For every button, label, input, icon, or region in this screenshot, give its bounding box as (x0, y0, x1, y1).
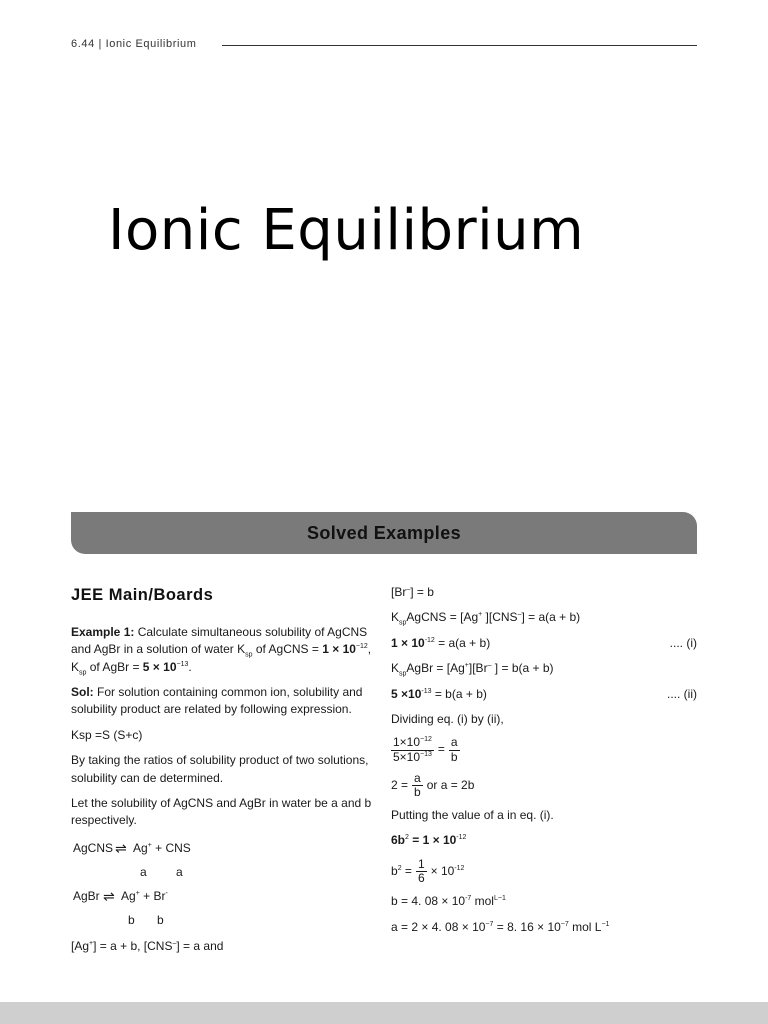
footer-bar (0, 1002, 768, 1024)
reaction-agcns-conc: a a (140, 864, 183, 879)
left-column (71, 584, 381, 963)
ksp-agcns-expression: $K_{sp}AgCNS = [Ag^+$ ][CNS–] = a(a + b) (391, 610, 581, 627)
equation-tag-ii: .... (ii) (667, 686, 697, 701)
reaction-agbr: AgBr ⇌ Ag+ + Br- (71, 888, 381, 908)
right-column (391, 584, 697, 944)
running-header: 6.44 | Ionic Equilibrium (71, 38, 197, 50)
equation-tag-i: .... (i) (669, 635, 697, 650)
chapter-title: Ionic Equilibrium (108, 198, 585, 263)
ratio-fraction: $\frac{1\times 10^{-12}}{5\times 10^{-13}}$ (393, 735, 432, 764)
six-b-squared-equation: $6b^2 = 1 \times 10^{-12}$ (391, 833, 467, 848)
equation-ii: $5 \times 10^{-13} = b(a + b)$ .... (ii) (391, 686, 697, 703)
putting-text: Putting the value of a in eq. (i). (391, 808, 554, 823)
ratio-equation: $\frac{1\times 10^{-12}}{5\times 10^{-13}}$ = $\frac{a}{b}$ (393, 735, 458, 764)
concentration-line: [Ag+] = a + b, [CNS–] = a and (71, 938, 224, 953)
example-label: Example 1: (71, 624, 135, 639)
solution-paragraph: Sol: For solution containing common ion, solubility and solubility product are related by following expression. (71, 685, 363, 717)
dividing-text: Dividing eq. (i) by (ii), (391, 711, 504, 726)
sol-label: Sol: (71, 685, 94, 700)
banner-label: Solved Examples (306, 523, 462, 543)
ratio-paragraph: By taking the ratios of solubility product of two solutions, solubility can de determined. (71, 753, 369, 785)
section-heading: JEE Main/Boards (71, 586, 214, 604)
two-equals-equation: 2 = $\frac{a}{b}$ or a = 2b (391, 770, 475, 799)
reaction-agbr-conc: b b (128, 912, 164, 927)
a-value: a = 2 × 4. $08 \times 10^{-7} = 8$. $16 \times 10^{-7}$ mol $L^{-1}$ (391, 919, 610, 934)
example-1-paragraph: Example 1: Calculate simultaneous solubility of AgCNS and AgBr in a solution of water $K_{sp}$ of AgCNS = $1 \times 10^{-12}$, $K_{sp}$ of AgBr = $5 \times 10^{-13}$. (71, 624, 372, 677)
equilibrium-arrow-icon: ⇌ (115, 839, 127, 856)
br-concentration: [Br–] = b (391, 585, 434, 599)
ksp-expression: Ksp =S (S+c) (71, 727, 143, 742)
equation-i: $1 \times 10^{-12} = a(a + b)$ .... (i) (391, 635, 697, 652)
equilibrium-arrow-icon: ⇌ (103, 887, 115, 904)
ab-fraction: $\frac{a}{b}$ (450, 735, 458, 764)
header-rule (222, 45, 697, 46)
section-banner (71, 512, 697, 554)
let-paragraph: Let the solubility of AgCNS and AgBr in water be a and b respectively. (71, 796, 372, 828)
b-squared-equation: $b^2$ = $\frac{1}{6}$ × $10^{-12}$ (391, 856, 465, 886)
reaction-agcns: AgCNS ⇌ Ag+ + CNS (71, 840, 381, 860)
b-value: b = 4. $08 \times 10^{-7}$ mol$^{L-1}$ (391, 894, 506, 909)
ksp-agbr-expression: $K_{sp}AgBr = [Ag^+][Br^-$ ] = b(a + b) (391, 661, 554, 678)
